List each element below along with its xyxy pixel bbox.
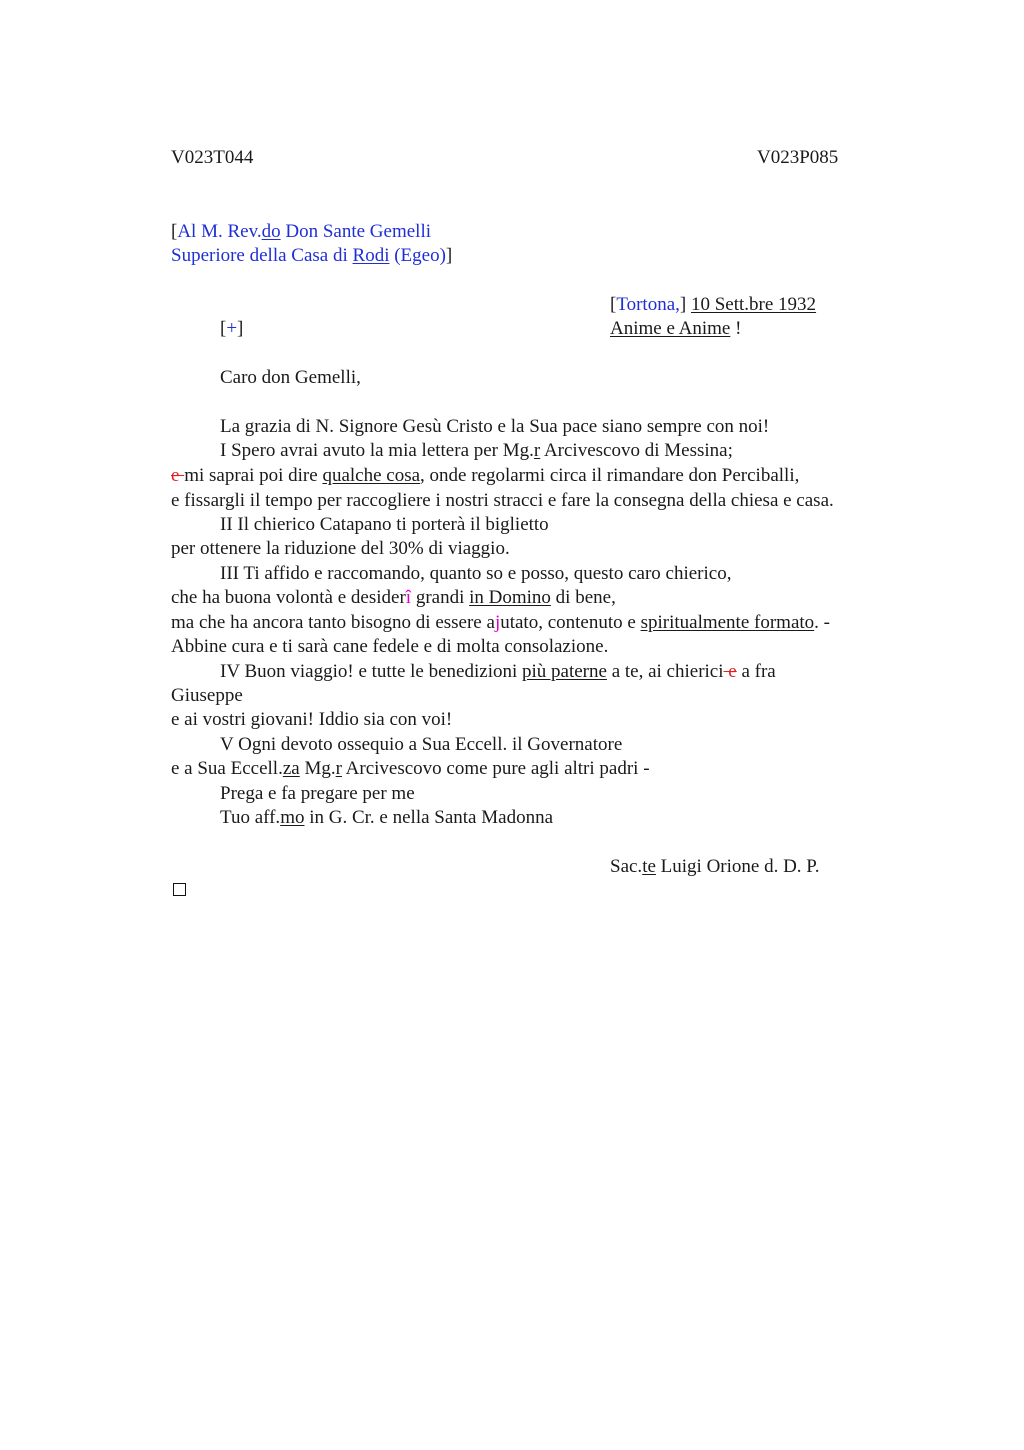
deleted-text: e: [723, 661, 737, 682]
document-code-left: V023T044: [171, 147, 254, 168]
body-line: e fissargli il tempo per raccogliere i nostri stracci e fare la consegna della chiesa e casa.: [171, 490, 834, 511]
bracket-open: [: [171, 221, 178, 242]
body-line: III Ti affido e raccomando, quanto so e posso, questo caro chierico,: [220, 563, 732, 584]
motto: Anime e Anime !: [610, 318, 742, 339]
corrected-char: j: [494, 612, 501, 633]
body-line: e a Sua Eccell.za Mg.r Arcivescovo come pure agli altri padri -: [171, 758, 650, 779]
salutation: Caro don Gemelli,: [220, 367, 361, 388]
end-box-icon: [173, 883, 186, 896]
cross-mark: [+]: [220, 318, 244, 339]
body-line: IV Buon viaggio! e tutte le benedizioni più paterne a te, ai chierici e a fra: [220, 661, 776, 682]
body-line: che ha buona volontà e desiderî grandi in Domino di bene,: [171, 587, 616, 608]
address-line-1: [Al M. Rev.do Don Sante Gemelli: [171, 221, 431, 242]
body-line: I Spero avrai avuto la mia lettera per Mg.r Arcivescovo di Messina;: [220, 440, 733, 461]
body-line: II Il chierico Catapano ti porterà il biglietto: [220, 514, 549, 535]
place-date: [Tortona,] 10 Sett.bre 1932: [610, 294, 817, 315]
body-line: Giuseppe: [171, 685, 243, 706]
body-line: V Ogni devoto ossequio a Sua Eccell. il Governatore: [220, 734, 623, 755]
body-line: e mi saprai poi dire qualche cosa, onde regolarmi circa il rimandare don Perciballi,: [171, 465, 800, 486]
date: 10 Sett.bre 1932: [690, 294, 817, 315]
corrected-char: î: [405, 587, 412, 608]
address-line-2: Superiore della Casa di Rodi (Egeo)]: [171, 245, 453, 266]
body-line: ma che ha ancora tanto bisogno di essere ajutato, contenuto e spiritualmente formato. -: [171, 612, 830, 633]
closing-line: Tuo aff.mo in G. Cr. e nella Santa Madonna: [220, 807, 553, 828]
body-line: La grazia di N. Signore Gesù Cristo e la Sua pace siano sempre con noi!: [220, 416, 770, 437]
body-line: Abbine cura e ti sarà cane fedele e di molta consolazione.: [171, 636, 609, 657]
document-code-right: V023P085: [757, 147, 839, 168]
body-line: per ottenere la riduzione del 30% di viaggio.: [171, 538, 510, 559]
bracket-close: ]: [445, 245, 453, 266]
deleted-text: e: [171, 465, 185, 486]
body-line: Prega e fa pregare per me: [220, 783, 415, 804]
signature: Sac.te Luigi Orione d. D. P.: [610, 856, 820, 877]
body-line: e ai vostri giovani! Iddio sia con voi!: [171, 709, 453, 730]
